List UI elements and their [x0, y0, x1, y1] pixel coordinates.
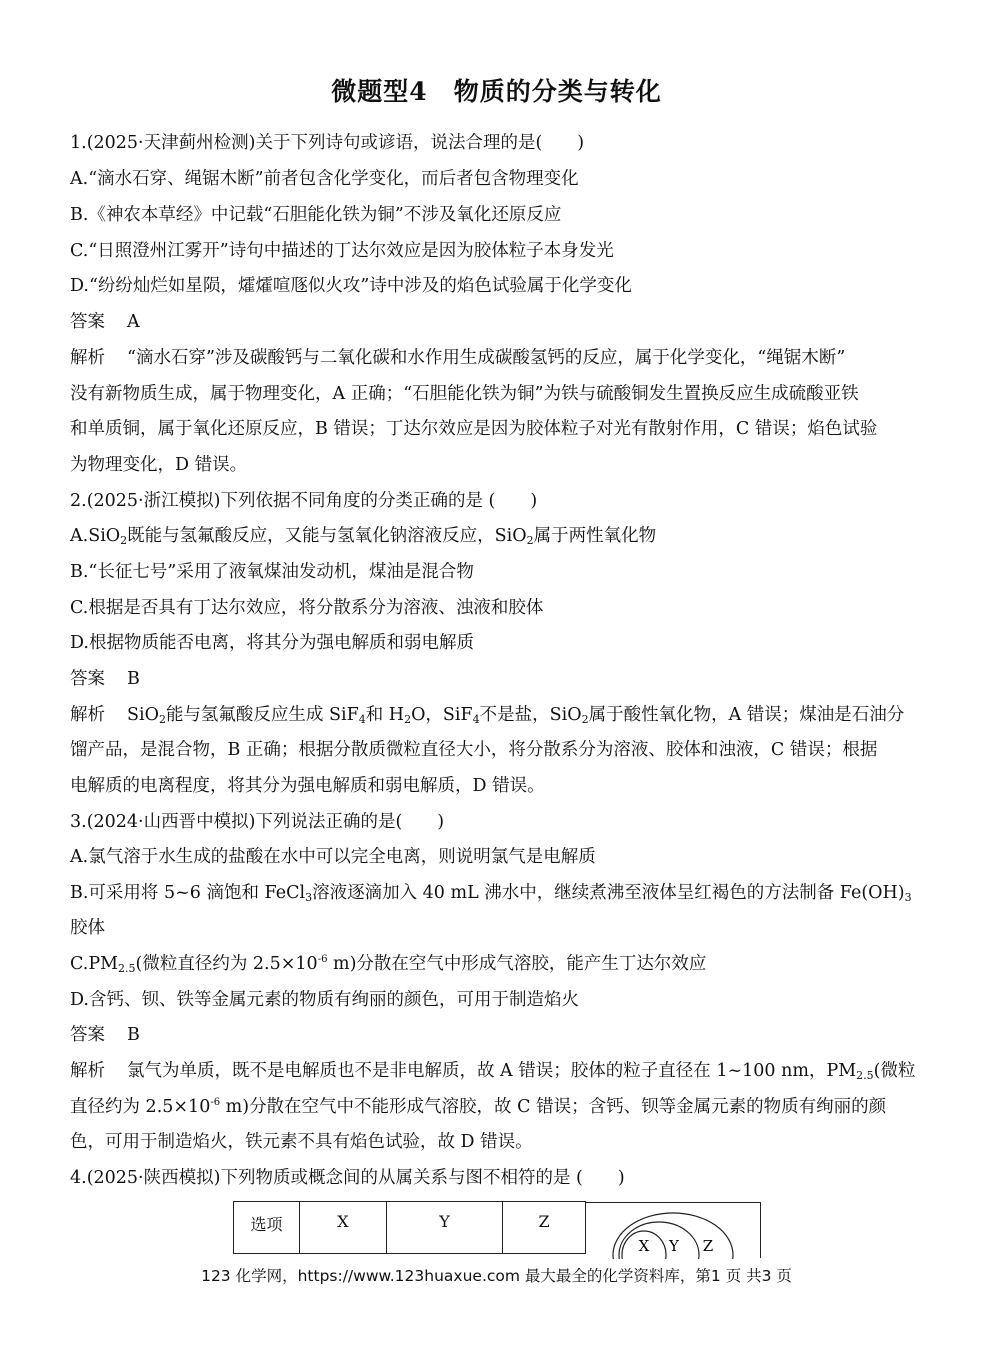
q3-option-b [70, 880, 922, 906]
subscript: 2 [404, 713, 412, 726]
text-run: 和 H [365, 705, 405, 725]
subscript: 2 [158, 713, 166, 726]
table-header-cell: X [300, 1202, 387, 1254]
text-run: 不是盐，SiO [479, 705, 582, 725]
q4-stem: 4.(2025·陕西模拟)下列物质或概念间的从属关系与图不相符的是 ( ) [70, 1168, 625, 1188]
q3-option-b-continued: 胶体 [70, 918, 105, 938]
text-run: (微粒直径约为 2.5×10 [135, 954, 318, 974]
subscript: 3 [904, 891, 912, 904]
text-run: 溶液逐滴加入 40 mL 沸水中，继续煮沸至液体呈红褐色的方法制备 Fe(OH) [312, 883, 905, 903]
q1-option-a: A.“滴水石穿、绳锯木断”前者包含化学变化，而后者包含物理变化 [70, 169, 579, 189]
text-run: O，SiF [411, 705, 473, 725]
answer-value: B [127, 669, 140, 689]
text-run: SiO [127, 705, 159, 725]
text-run: m)分散在空气中形成气溶胶，能产生丁达尔效应 [327, 954, 707, 974]
subscript: 2.5 [118, 962, 136, 975]
answer-label: 答案 [70, 1025, 105, 1045]
table-row [234, 1202, 586, 1254]
q1-option-d: D.“纷纷灿烂如星陨，㸌㸌喧豗似火攻”诗中涉及的焰色试验属于化学变化 [70, 276, 632, 296]
q1-analysis-line: 和单质铜，属于氧化还原反应，B 错误；丁达尔效应是因为胶体粒子对光有散射作用，C 错误；焰色试验 [70, 419, 878, 439]
q4-options-table [233, 1201, 586, 1254]
analysis-label: 解析 [70, 348, 105, 368]
text-run: 能与氢氟酸反应生成 SiF [165, 705, 359, 725]
subscript: 2.5 [856, 1069, 874, 1082]
q3-stem: 3.(2024·山西晋中模拟)下列说法正确的是( ) [70, 812, 445, 832]
diagram-label-y: Y [669, 1237, 679, 1255]
text-run: A.SiO [70, 526, 121, 546]
text-run: 既能与氢氟酸反应，又能与氢氧化钠溶液反应，SiO [127, 526, 527, 546]
q3-analysis-line: 色，可用于制造焰火，铁元素不具有焰色试验，故 D 错误。 [70, 1132, 533, 1152]
q2-option-d: D.根据物质能否电离，将其分为强电解质和弱电解质 [70, 633, 474, 653]
q1-answer [70, 309, 922, 335]
q3-option-a: A.氯气溶于水生成的盐酸在水中可以完全电离，则说明氯气是电解质 [70, 847, 596, 867]
subscript: 4 [358, 713, 366, 726]
answer-label: 答案 [70, 669, 105, 689]
table-header-cell: 选项 [234, 1202, 300, 1254]
q2-analysis-line: 馏产品，是混合物，B 正确；根据分散质微粒直径大小，将分散系分为溶液、胶体和浊液，C 错误；根据 [70, 740, 878, 760]
page-title: 微题型4 物质的分类与转化 [331, 77, 662, 106]
diagram-label-x: X [638, 1237, 650, 1255]
text-run: 氯气为单质，既不是电解质也不是非电解质，故 A 错误；胶体的粒子直径在 1~100 nm，PM [127, 1061, 857, 1081]
q3-answer [70, 1022, 922, 1048]
q2-option-c: C.根据是否具有丁达尔效应，将分散系分为溶液、浊液和胶体 [70, 598, 544, 618]
subscript: 4 [472, 713, 480, 726]
q1-analysis-line: 为物理变化，D 错误。 [70, 455, 248, 475]
superscript: -6 [317, 954, 328, 965]
subscript: 3 [305, 891, 313, 904]
diagram-label-z: Z [702, 1237, 714, 1255]
text-run: C.PM [70, 954, 119, 974]
answer-value: A [127, 312, 140, 332]
q3-analysis-line [70, 1058, 922, 1084]
superscript: -6 [210, 1097, 221, 1108]
q1-option-c: C.“日照澄州江雾开”诗句中描述的丁达尔效应是因为胶体粒子本身发光 [70, 241, 614, 261]
analysis-text: “滴水石穿”涉及碳酸钙与二氧化碳和水作用生成碳酸氢钙的反应，属于化学变化，“绳锯木断” [127, 348, 846, 368]
q3-option-d: D.含钙、钡、铁等金属元素的物质有绚丽的颜色，可用于制造焰火 [70, 990, 579, 1010]
text-run: 属于两性氧化物 [533, 526, 657, 546]
q2-answer [70, 666, 922, 692]
q3-analysis-line [70, 1094, 922, 1120]
text-run: m)分散在空气中不能形成气溶胶，故 C 错误；含钙、钡等金属元素的物质有绚丽的颜 [220, 1097, 887, 1117]
q2-analysis-line: 电解质的电离程度，将其分为强电解质和弱电解质，D 错误。 [70, 776, 545, 796]
middle-circle-y [619, 1222, 699, 1259]
q2-option-a [70, 523, 922, 549]
text-run: 属于酸性氧化物，A 错误；煤油是石油分 [588, 705, 905, 725]
q1-analysis-line: 没有新物质生成，属于物理变化，A 正确；“石胆能化铁为铜”为铁与硫酸铜发生置换反应生成硫酸亚铁 [70, 384, 859, 404]
subscript: 2 [120, 534, 128, 547]
answer-value: B [127, 1025, 140, 1045]
q1-analysis-line [70, 345, 922, 371]
table-header-cell: Y [387, 1202, 503, 1254]
q2-stem: 2.(2025·浙江模拟)下列依据不同角度的分类正确的是 ( ) [70, 491, 538, 511]
subscript: 2 [526, 534, 534, 547]
q2-analysis-line [70, 702, 922, 728]
analysis-label: 解析 [70, 705, 105, 725]
page-footer: 123 化学网，https://www.123huaxue.com 最大最全的化学资料库，第1 页 共3 页 [201, 1267, 792, 1285]
text-run: 直径约为 2.5×10 [70, 1097, 211, 1117]
analysis-label: 解析 [70, 1061, 105, 1081]
q1-option-b: B.《神农本草经》中记载“石胆能化铁为铜”不涉及氧化还原反应 [70, 205, 562, 225]
table-header-cell: Z [503, 1202, 586, 1254]
q4-venn-diagram [585, 1202, 761, 1258]
q1-stem: 1.(2025·天津蓟州检测)关于下列诗句或谚语，说法合理的是( ) [70, 133, 585, 153]
text-run: (微粒 [873, 1061, 916, 1081]
text-run: B.可采用将 5~6 滴饱和 FeCl [70, 883, 306, 903]
subscript: 2 [581, 713, 589, 726]
q2-option-b: B.“长征七号”采用了液氧煤油发动机，煤油是混合物 [70, 562, 474, 582]
answer-label: 答案 [70, 312, 105, 332]
nested-circles-diagram [585, 1203, 761, 1259]
q3-option-c [70, 951, 922, 977]
